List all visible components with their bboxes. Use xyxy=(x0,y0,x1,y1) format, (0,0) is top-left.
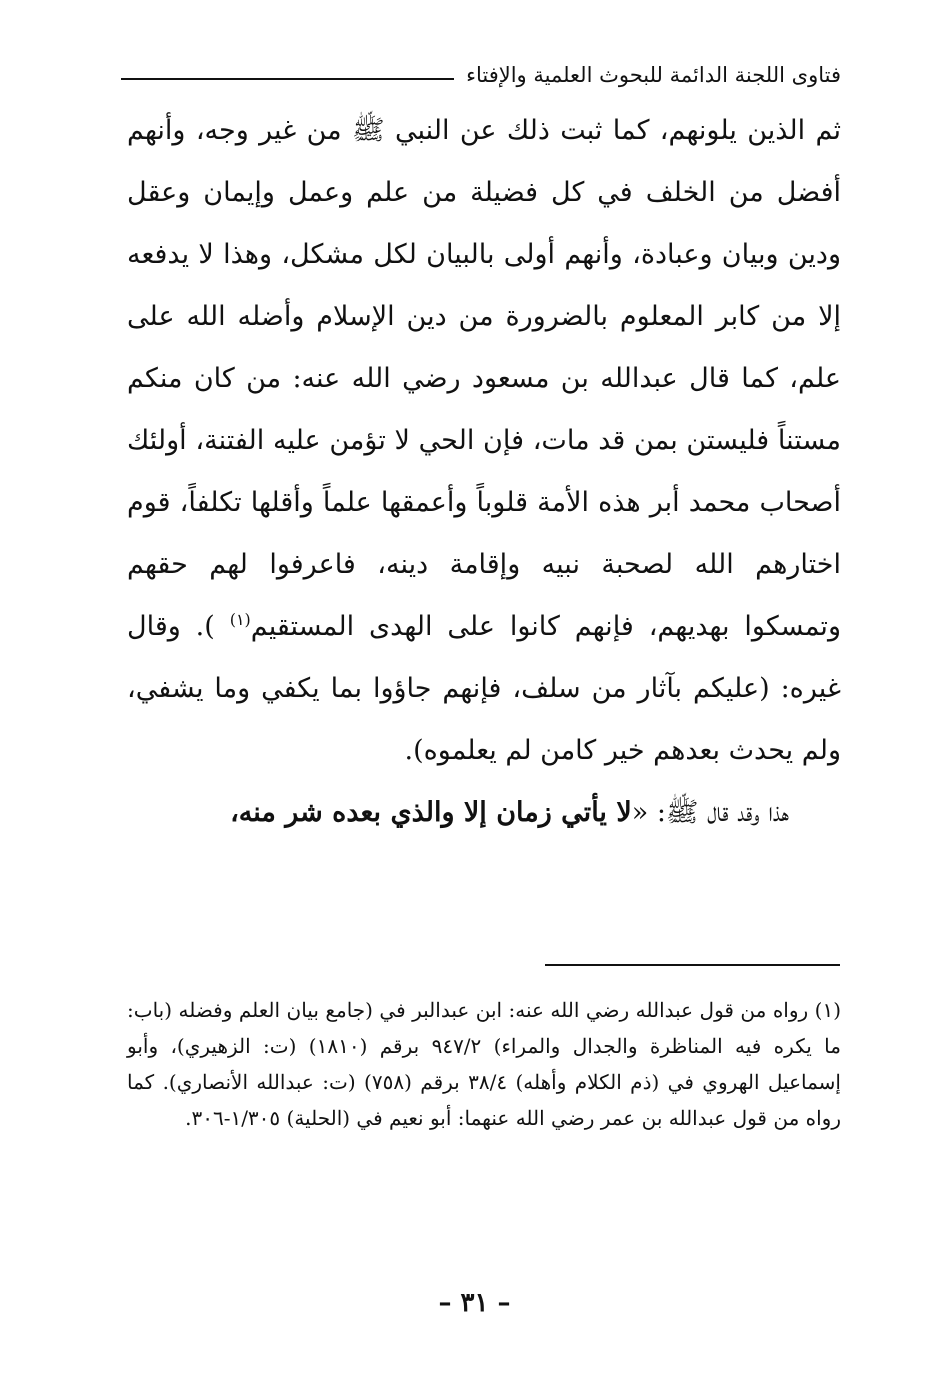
paragraph-1-end: ). وقال غيره: (عليكم بآثار من سلف، فإنهم جاؤوا بما يكفي وما يشفي، ولم يحدث بعدهم خير كامن لم يعلموه). xyxy=(127,611,841,766)
footnote-text: رواه من قول عبدالله رضي الله عنه: ابن عبدالبر في (جامع بيان العلم وفضله (باب: ما يكره فيه المناظرة والجدال والمراء) ٩٤٧/٢ برقم (١٨١٠) (ت: الزهيري)، وأبو إسماعيل الهروي في (ذم الكلام وأهله) ٣٨/٤ برقم (٧٥٨) (ت: عبدالله الأنصاري). كما رواه من قول عبدالله بن عمر رضي الله عنهما: أبو نعيم في (الحلية) ١/٣٠٥-٣٠٦. xyxy=(127,998,841,1130)
footnote-rule xyxy=(545,964,840,966)
paragraph-1-text: ثم الذين يلونهم، كما ثبت ذلك عن النبي ﷺ من غير وجه، وأنهم أفضل من الخلف في كل فضيلة من علم وعمل وإيمان وعقل ودين وبيان وعبادة، وأنهم أولى بالبيان لكل مشكل، وهذا لا يدفعه إلا من كابر المعلوم بالضرورة من دين الإسلام وأضله الله على علم، كما قال عبدالله بن مسعود رضي الله عنه: من كان منكم مستناً فليستن بمن قد مات، فإن الحي لا تؤمن عليه الفتنة، أولئك أصحاب محمد أبر هذه الأمة قلوباً وأعمقها علماً وأقلها تكلفاً، قوم اختارهم الله لصحبة نبيه وإقامة دينه، فاعرفوا لهم حقهم وتمسكوا بهديهم، فإنهم كانوا على الهدى المستقيم xyxy=(127,115,841,642)
header-title: فتاوى اللجنة الدائمة للبحوث العلمية والإفتاء xyxy=(466,63,841,87)
paragraph-2 xyxy=(127,782,841,844)
footnote-reference: (١) xyxy=(229,610,251,629)
running-header xyxy=(121,52,841,92)
header-rule xyxy=(121,78,454,80)
footnote xyxy=(127,992,841,1136)
paragraph-2-start: هذا وقد قال ﷺ: « xyxy=(631,797,789,828)
footnote-entry xyxy=(127,992,841,1136)
hadith-quote: لا يأتي زمان إلا والذي بعده شر منه، xyxy=(230,797,632,828)
page-number: – ٣١ – xyxy=(438,1288,511,1318)
main-text xyxy=(127,100,841,844)
footnote-number: (١) xyxy=(814,998,841,1022)
paragraph-1 xyxy=(127,100,841,782)
